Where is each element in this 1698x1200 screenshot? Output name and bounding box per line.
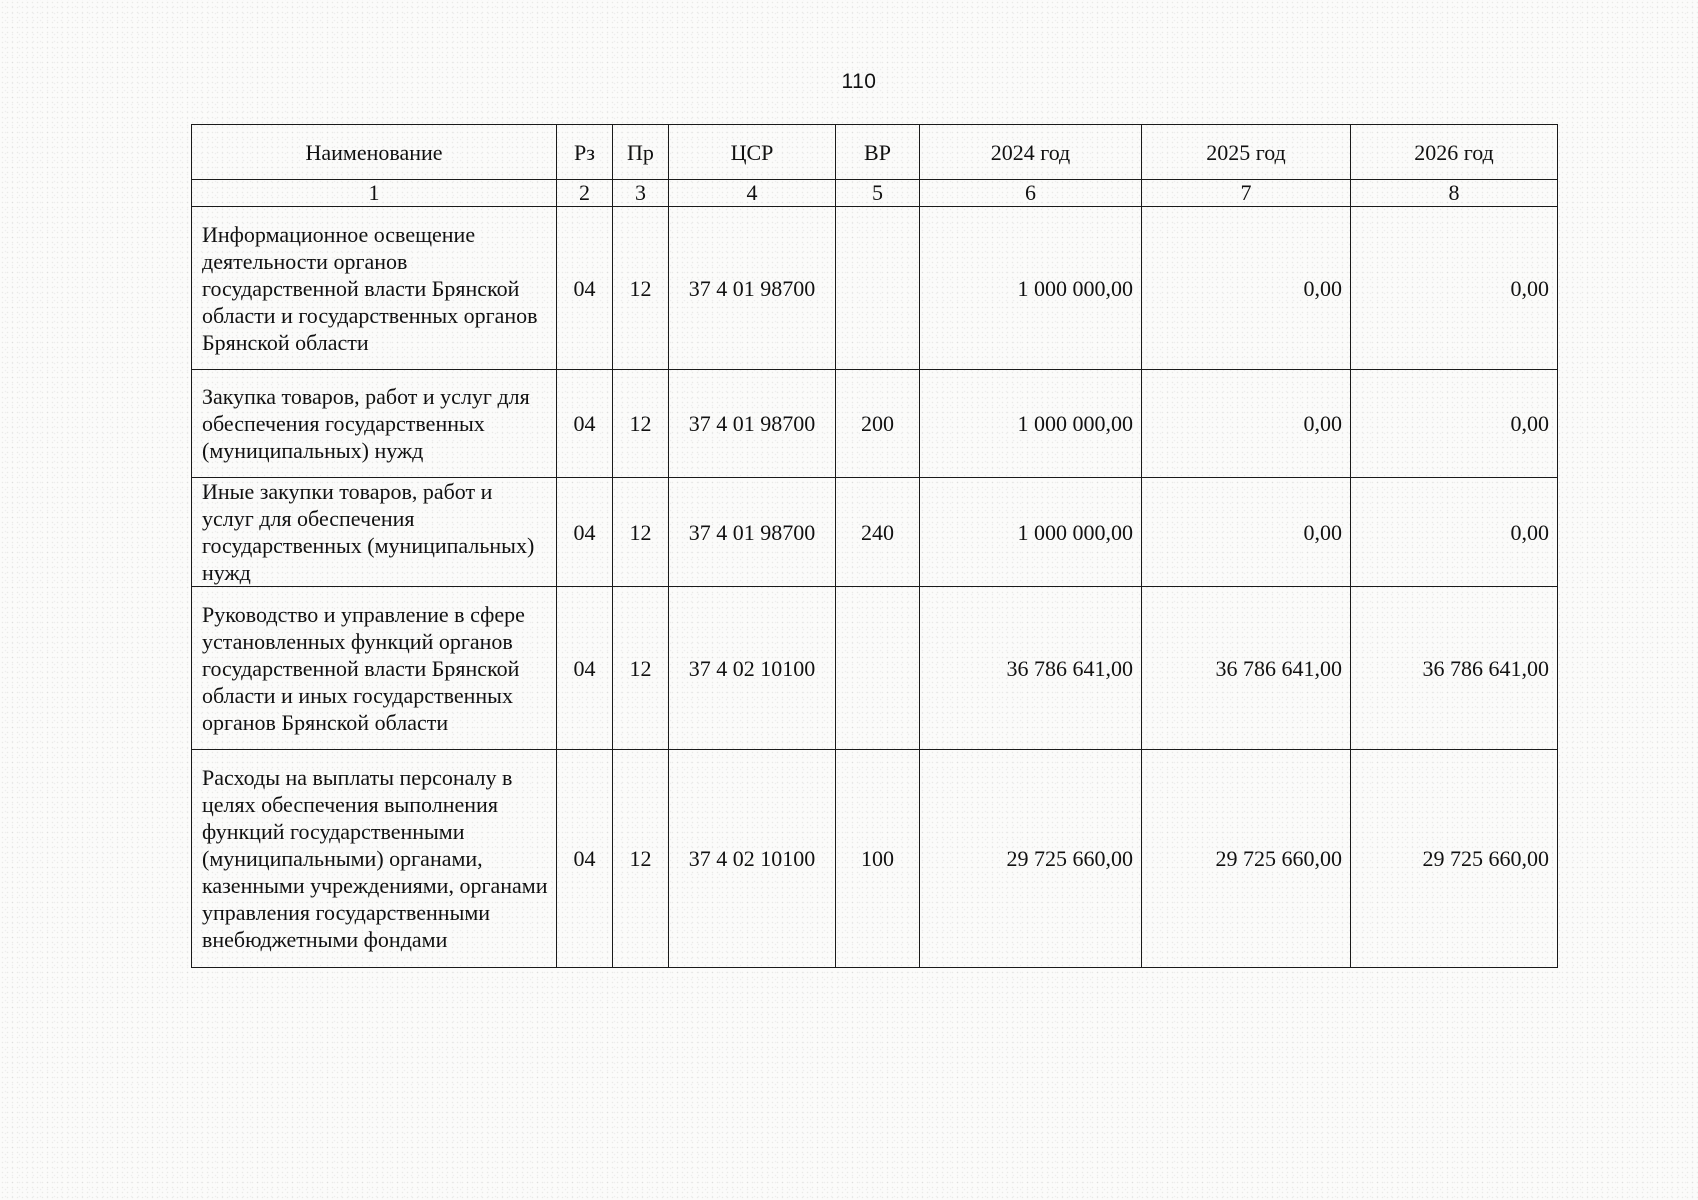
row-amount-2025: 0,00 bbox=[1142, 478, 1351, 587]
table-row bbox=[192, 207, 1558, 370]
row-amount-2026: 36 786 641,00 bbox=[1351, 587, 1558, 750]
column-number: 8 bbox=[1351, 180, 1558, 207]
table-row bbox=[192, 370, 1558, 478]
header-row bbox=[192, 125, 1558, 180]
row-rz: 04 bbox=[557, 587, 613, 750]
row-pr: 12 bbox=[613, 370, 669, 478]
row-amount-2025: 0,00 bbox=[1142, 207, 1351, 370]
row-amount-2024: 1 000 000,00 bbox=[920, 370, 1142, 478]
row-name: Информационное освещение деятельности органов государственной власти Брянской области и государственных органов Брянской области bbox=[192, 207, 557, 370]
header-pr: Пр bbox=[613, 125, 669, 180]
header-2026: 2026 год bbox=[1351, 125, 1558, 180]
row-amount-2025: 36 786 641,00 bbox=[1142, 587, 1351, 750]
row-pr: 12 bbox=[613, 750, 669, 968]
header-rz: Рз bbox=[557, 125, 613, 180]
table-row bbox=[192, 478, 1558, 587]
row-pr: 12 bbox=[613, 478, 669, 587]
row-pr: 12 bbox=[613, 587, 669, 750]
row-name: Руководство и управление в сфере установленных функций органов государственной власти Брянской области и иных государственных органов Брянской области bbox=[192, 587, 557, 750]
header-csr: ЦСР bbox=[669, 125, 836, 180]
column-number: 7 bbox=[1142, 180, 1351, 207]
table-row bbox=[192, 750, 1558, 968]
row-amount-2026: 29 725 660,00 bbox=[1351, 750, 1558, 968]
row-amount-2024: 29 725 660,00 bbox=[920, 750, 1142, 968]
row-csr: 37 4 02 10100 bbox=[669, 587, 836, 750]
row-vr bbox=[836, 587, 920, 750]
row-name: Иные закупки товаров, работ и услуг для обеспечения государственных (муниципальных) нужд bbox=[192, 478, 557, 587]
column-number: 1 bbox=[192, 180, 557, 207]
row-vr: 240 bbox=[836, 478, 920, 587]
row-rz: 04 bbox=[557, 478, 613, 587]
row-rz: 04 bbox=[557, 750, 613, 968]
budget-table bbox=[191, 124, 1558, 968]
table-row bbox=[192, 587, 1558, 750]
row-vr: 200 bbox=[836, 370, 920, 478]
column-number-row bbox=[192, 180, 1558, 207]
row-rz: 04 bbox=[557, 207, 613, 370]
header-name: Наименование bbox=[192, 125, 557, 180]
row-rz: 04 bbox=[557, 370, 613, 478]
row-csr: 37 4 01 98700 bbox=[669, 478, 836, 587]
row-name: Закупка товаров, работ и услуг для обеспечения государственных (муниципальных) нужд bbox=[192, 370, 557, 478]
row-amount-2025: 29 725 660,00 bbox=[1142, 750, 1351, 968]
row-name: Расходы на выплаты персоналу в целях обеспечения выполнения функций государственными (муниципальными) органами, казенными учреждениями, органами управления государственными внебюджетными фондами bbox=[192, 750, 557, 968]
row-pr: 12 bbox=[613, 207, 669, 370]
column-number: 3 bbox=[613, 180, 669, 207]
row-amount-2024: 1 000 000,00 bbox=[920, 478, 1142, 587]
row-csr: 37 4 02 10100 bbox=[669, 750, 836, 968]
row-amount-2026: 0,00 bbox=[1351, 478, 1558, 587]
column-number: 6 bbox=[920, 180, 1142, 207]
row-amount-2026: 0,00 bbox=[1351, 370, 1558, 478]
page-number: 110 bbox=[841, 70, 877, 93]
row-csr: 37 4 01 98700 bbox=[669, 370, 836, 478]
header-2024: 2024 год bbox=[920, 125, 1142, 180]
row-amount-2024: 36 786 641,00 bbox=[920, 587, 1142, 750]
row-amount-2026: 0,00 bbox=[1351, 207, 1558, 370]
header-2025: 2025 год bbox=[1142, 125, 1351, 180]
row-vr bbox=[836, 207, 920, 370]
header-vr: ВР bbox=[836, 125, 920, 180]
column-number: 2 bbox=[557, 180, 613, 207]
row-vr: 100 bbox=[836, 750, 920, 968]
column-number: 4 bbox=[669, 180, 836, 207]
row-csr: 37 4 01 98700 bbox=[669, 207, 836, 370]
row-amount-2025: 0,00 bbox=[1142, 370, 1351, 478]
column-number: 5 bbox=[836, 180, 920, 207]
row-amount-2024: 1 000 000,00 bbox=[920, 207, 1142, 370]
